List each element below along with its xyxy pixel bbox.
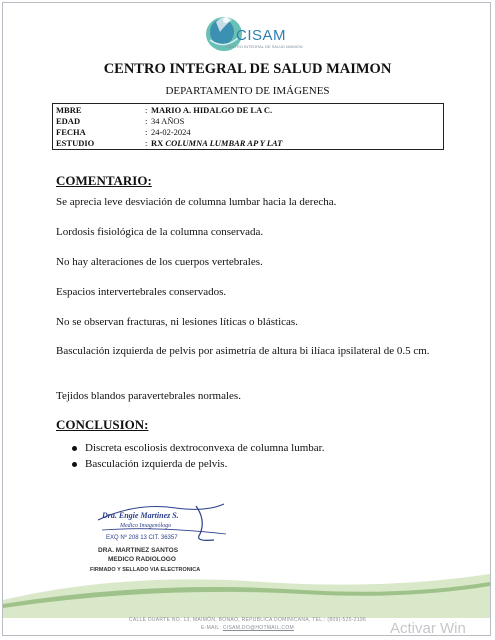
logo-text: CISAM	[236, 27, 287, 44]
patient-age-value: 34 AÑOS	[151, 116, 185, 126]
colon: :	[145, 127, 148, 137]
finding-paragraph: Espacios intervertebrales conservados.	[56, 286, 227, 298]
patient-label: FECHA	[56, 127, 86, 137]
finding-paragraph: Lordosis fisiológica de la columna conservada.	[56, 226, 264, 238]
conclusion-item-text: Discreta escoliosis dextroconvexa de columna lumbar.	[85, 442, 325, 454]
colon: :	[145, 138, 148, 148]
patient-study-value	[151, 138, 282, 148]
finding-paragraph: Se aprecia leve desviación de columna lumbar hacia la derecha.	[56, 196, 337, 208]
finding-paragraph: Basculación izquierda de pelvis por asimetría de altura bi ilíaca ipsilateral de 0.5 cm.	[56, 345, 430, 357]
finding-paragraph: No se observan fracturas, ni lesiones líticas o blásticas.	[56, 316, 298, 328]
study-name: COLUMNA LUMBAR AP Y LAT	[165, 138, 283, 148]
patient-name-value: MARIO A. HIDALGO DE LA C.	[151, 105, 273, 115]
conclusion-item-text: Basculación izquierda de pelvis.	[85, 458, 228, 470]
signature-note: FIRMADO Y SELLADO VIA ELECTRONICA	[90, 567, 201, 573]
email-prefix: E-MAIL:	[201, 625, 223, 631]
list-item	[70, 457, 324, 473]
conclusion-list	[70, 441, 324, 473]
email-link[interactable]: CISAM.DO@HOTMAIL.COM	[222, 625, 294, 631]
signer-name: DRA. MARTINEZ SANTOS	[98, 547, 179, 554]
patient-label: MBRE	[56, 105, 82, 115]
activate-windows-watermark: Activar Win	[390, 620, 466, 637]
patient-label: EDAD	[56, 116, 81, 126]
colon: :	[145, 105, 148, 115]
signature-stamp-icon	[96, 500, 230, 546]
svg-text:EXQ Nº 208 13 CIT. 36357: EXQ Nº 208 13 CIT. 36357	[106, 535, 178, 541]
document-title: CENTRO INTEGRAL DE SALUD MAIMON	[103, 61, 392, 77]
conclusion-heading: CONCLUSION:	[56, 417, 149, 432]
signer-role: MEDICO RADIOLOGO	[108, 556, 176, 563]
study-prefix: RX	[151, 138, 166, 148]
bullet-icon	[72, 462, 77, 467]
colon: :	[145, 116, 148, 126]
logo-subtitle: CENTRO INTEGRAL DE SALUD MAIMON	[226, 44, 303, 49]
patient-info-box	[52, 103, 444, 150]
comentario-heading: COMENTARIO:	[56, 173, 152, 188]
bullet-icon	[72, 446, 77, 451]
list-item	[70, 441, 324, 457]
finding-paragraph: Tejidos blandos paravertebrales normales.	[56, 390, 241, 402]
svg-text:Dra. Engie Martinez S.: Dra. Engie Martinez S.	[102, 511, 179, 520]
department-title: DEPARTAMENTO DE IMÁGENES	[165, 85, 330, 97]
patient-date-value: 24-02-2024	[151, 127, 191, 137]
footer-wave-decoration	[3, 570, 490, 618]
svg-text:Medico Imagenólogo: Medico Imagenólogo	[120, 523, 172, 529]
patient-label: ESTUDIO	[56, 138, 95, 148]
footer-address: CALLE DUARTE NO. 13, MAIMÓN, BONAO, REPUBLICA DOMINICANA, TEL.: (809)-525-2196	[128, 617, 367, 623]
finding-paragraph: No hay alteraciones de los cuerpos vertebrales.	[56, 256, 263, 268]
